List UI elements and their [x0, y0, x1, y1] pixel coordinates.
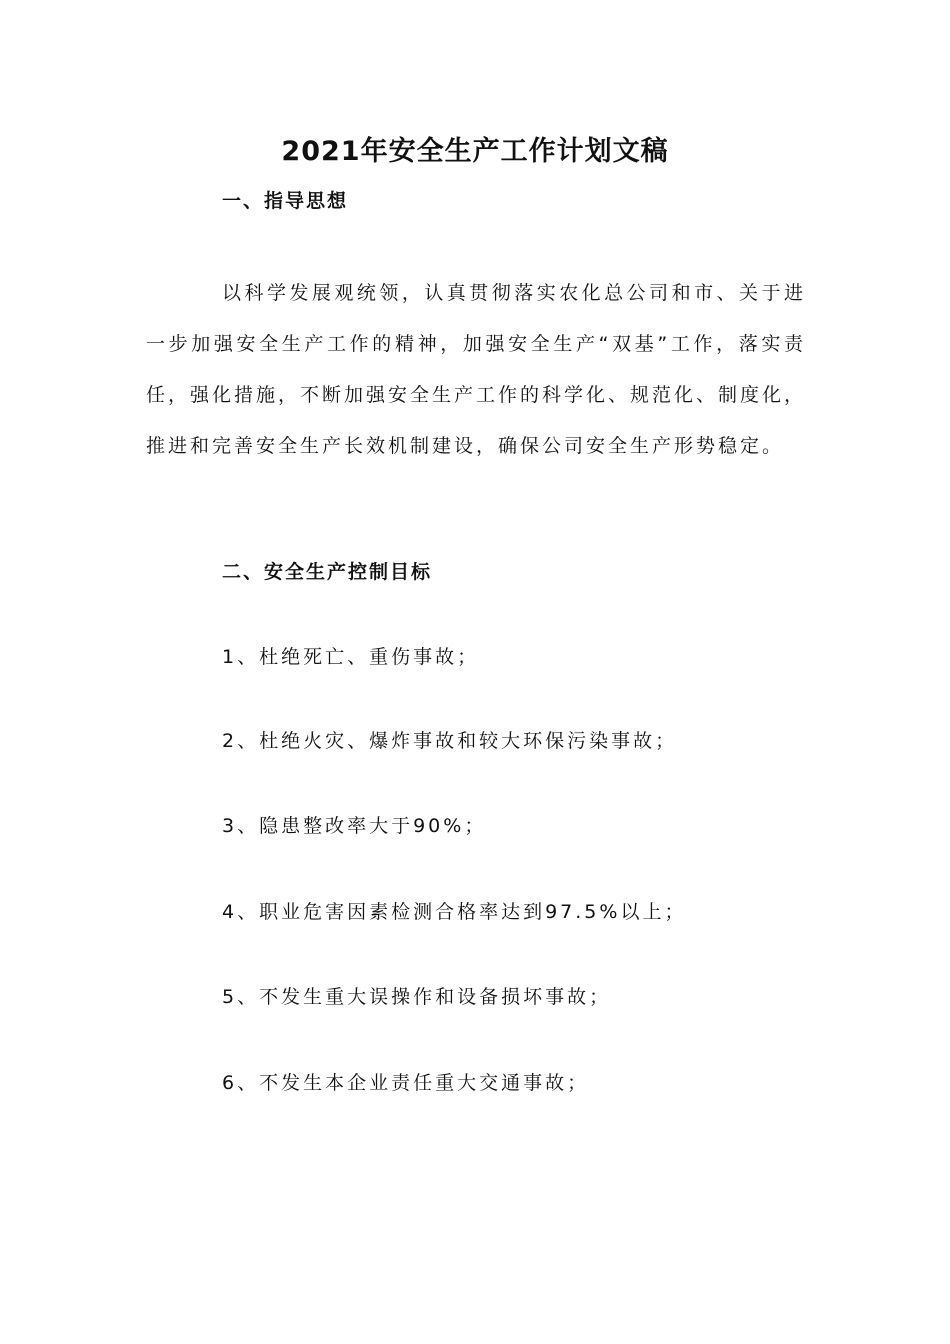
list-item: 6、不发生本企业责任重大交通事故；	[222, 1072, 590, 1094]
section-heading-guiding-ideology: 一、指导思想	[222, 190, 349, 212]
list-item: 5、不发生重大误操作和设备损坏事故；	[222, 986, 612, 1008]
list-item: 2、杜绝火灾、爆炸事故和较大环保污染事故；	[222, 730, 678, 752]
document-title: 2021年安全生产工作计划文稿	[281, 136, 669, 167]
guiding-ideology-paragraph: 以科学发展观统领，认真贯彻落实农化总公司和市、关于进一步加强安全生产工作的精神，加强安全生产“双基”工作，落实责任，强化措施，不断加强安全生产工作的科学化、规范化、制度化，推进和完善安全生产长效机制建设，确保公司安全生产形势稳定。	[146, 282, 807, 457]
section-heading-control-targets: 二、安全生产控制目标	[222, 561, 433, 583]
list-item: 4、职业危害因素检测合格率达到97.5%以上；	[222, 901, 687, 923]
list-item: 3、隐患整改率大于90%；	[222, 815, 487, 837]
list-item: 1、杜绝死亡、重伤事故；	[222, 646, 480, 668]
